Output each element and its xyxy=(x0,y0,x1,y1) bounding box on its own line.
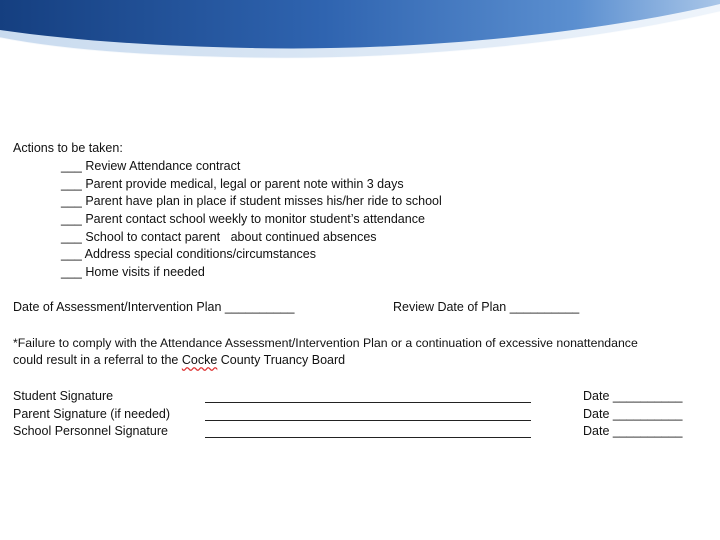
action-item xyxy=(61,193,442,209)
assessment-date-field[interactable]: Date of Assessment/Intervention Plan __________ xyxy=(13,300,295,314)
notice-county-word: Cocke xyxy=(181,353,218,367)
action-item xyxy=(61,211,425,227)
parent-signature-line[interactable] xyxy=(205,420,531,421)
action-item-label: Parent contact school weekly to monitor student’s attendance xyxy=(85,212,425,226)
notice-text: could result in a referral to the xyxy=(13,353,182,367)
action-item xyxy=(61,158,240,174)
school-personnel-signature-line[interactable] xyxy=(205,437,531,438)
student-signature-date[interactable]: Date __________ xyxy=(583,389,683,403)
notice-text-end: County Truancy Board xyxy=(217,353,346,367)
action-checkbox-blank[interactable]: ___ xyxy=(61,159,82,173)
action-checkbox-blank[interactable]: ___ xyxy=(61,230,82,244)
action-item xyxy=(61,246,316,262)
notice-line-2 xyxy=(13,352,345,368)
actions-heading: Actions to be taken: xyxy=(13,141,123,155)
action-checkbox-blank[interactable]: ___ xyxy=(61,177,82,191)
action-item-label: Home visits if needed xyxy=(85,265,205,279)
student-signature-line[interactable] xyxy=(205,402,531,403)
action-item-label: School to contact parent about continued absences xyxy=(85,230,377,244)
notice-line-1: *Failure to comply with the Attendance Assessment/Intervention Plan or a continuation of excessive nonattendance xyxy=(13,336,638,350)
school-personnel-signature-date[interactable]: Date __________ xyxy=(583,424,683,438)
action-item-label: Parent provide medical, legal or parent note within 3 days xyxy=(85,177,404,191)
action-item xyxy=(61,176,404,192)
student-signature-label: Student Signature xyxy=(13,389,114,403)
parent-signature-date[interactable]: Date __________ xyxy=(583,407,683,421)
action-item xyxy=(61,264,205,280)
action-item-label: Parent have plan in place if student misses his/her ride to school xyxy=(85,194,442,208)
school-personnel-signature-label: School Personnel Signature xyxy=(13,424,168,438)
action-checkbox-blank[interactable]: ___ xyxy=(61,265,82,279)
parent-signature-label: Parent Signature (if needed) xyxy=(13,407,171,421)
action-checkbox-blank[interactable]: ___ xyxy=(61,247,82,261)
review-date-field[interactable]: Review Date of Plan __________ xyxy=(393,300,580,314)
action-item-label: Review Attendance contract xyxy=(85,159,241,173)
action-item xyxy=(61,229,377,245)
action-item-label: Address special conditions/circumstances xyxy=(84,247,317,261)
action-checkbox-blank[interactable]: ___ xyxy=(61,212,82,226)
action-checkbox-blank[interactable]: ___ xyxy=(61,194,82,208)
